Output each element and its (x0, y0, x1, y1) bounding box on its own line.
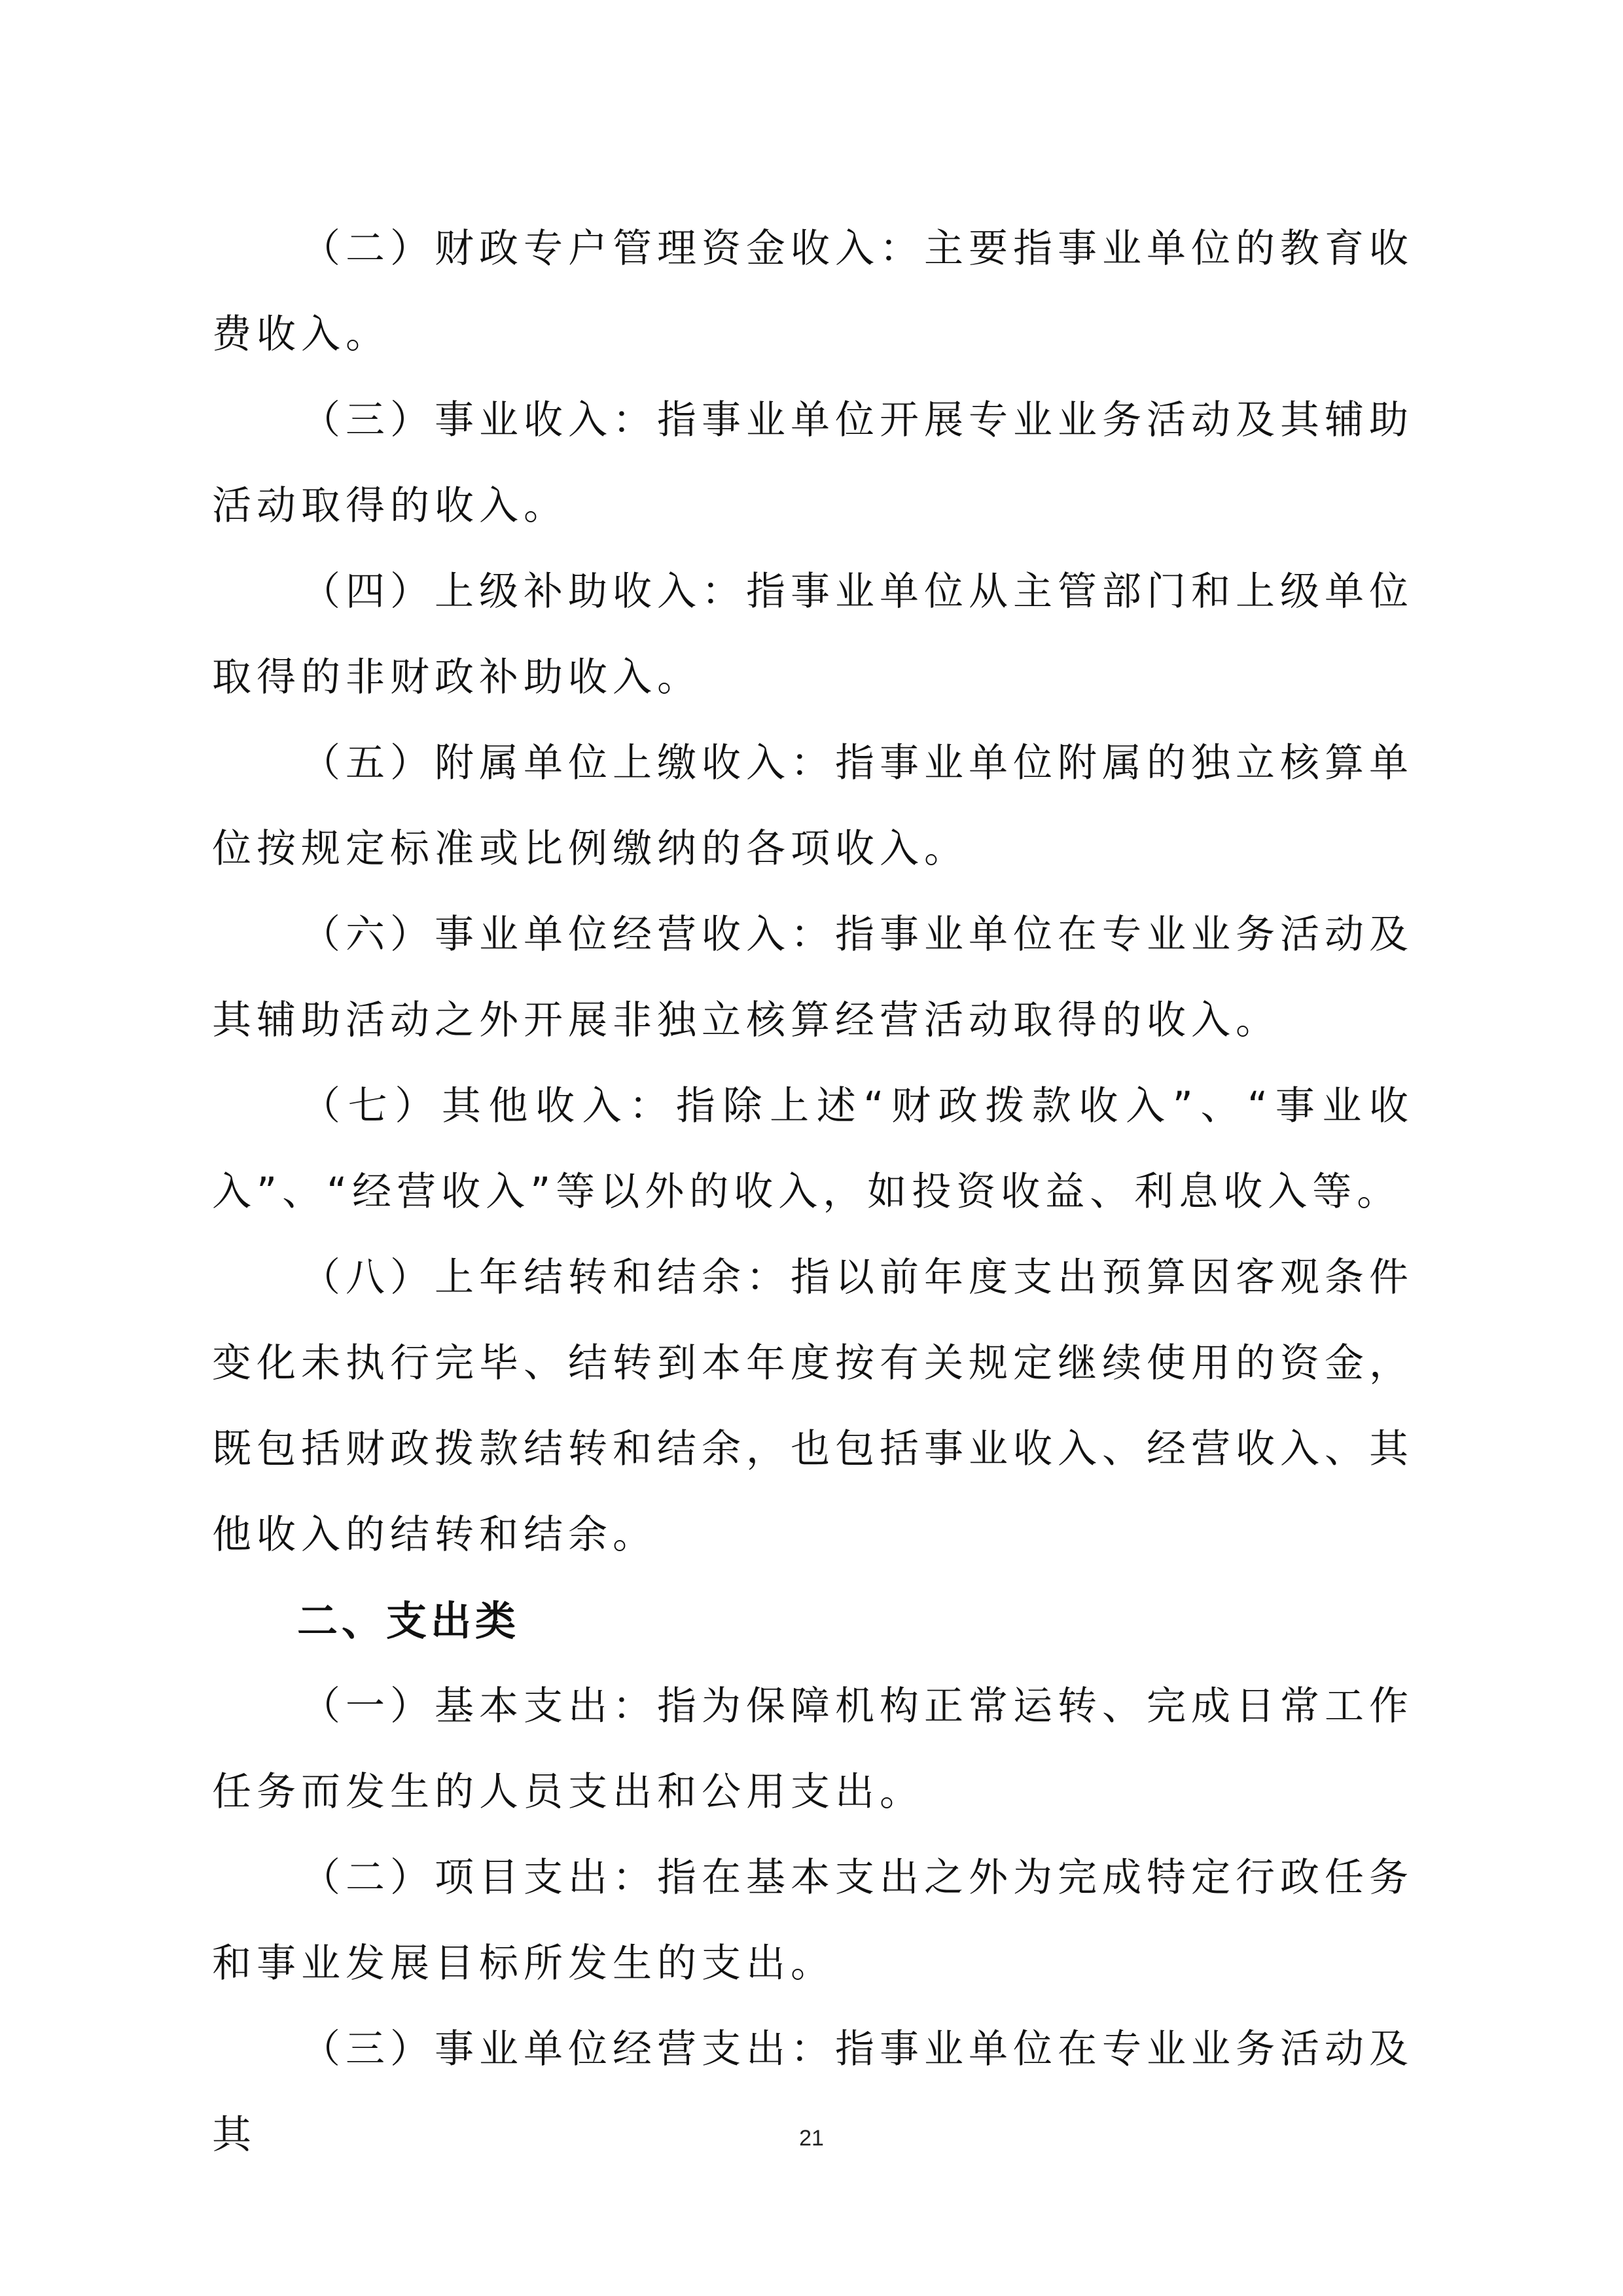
page-number: 21 (799, 2126, 824, 2151)
paragraph-expenditure-2: （二）项目支出：指在基本支出之外为完成特定行政任务和事业发展目标所发生的支出。 (212, 1855, 1414, 1986)
paragraph-income-2: （二）财政专户管理资金收入：主要指事业单位的教育收费收入。 (212, 226, 1414, 357)
page-body (212, 206, 1414, 2178)
paragraph-income-4: （四）上级补助收入：指事业单位从主管部门和上级单位取得的非财政补助收入。 (212, 569, 1414, 700)
paragraph-income-5: （五）附属单位上缴收入：指事业单位附属的独立核算单位按规定标准或比例缴纳的各项收入。 (212, 740, 1414, 872)
paragraph-income-8: （八）上年结转和结余：指以前年度支出预算因客观条件变化未执行完毕、结转到本年度按有关规定继续使用的资金，既包括财政拨款结转和结余，也包括事业收入、经营收入、其他收入的结转和结余。 (212, 1255, 1414, 1558)
section-heading-expenditure: 二、支出类 (297, 1597, 520, 1645)
paragraph-income-7: （七）其他收入：指除上述“财政拨款收入”、“事业收入”、“经营收入”等以外的收入，如投资收益、利息收入等。 (212, 1083, 1414, 1215)
paragraph-expenditure-1: （一）基本支出：指为保障机构正常运转、完成日常工作任务而发生的人员支出和公用支出。 (212, 1683, 1414, 1815)
paragraph-expenditure-3: （三）事业单位经营支出：指事业单位在专业业务活动及其 (212, 2026, 1414, 2158)
paragraph-income-6: （六）事业单位经营收入：指事业单位在专业业务活动及其辅助活动之外开展非独立核算经营活动取得的收入。 (212, 912, 1414, 1043)
paragraph-income-3: （三）事业收入：指事业单位开展专业业务活动及其辅助活动取得的收入。 (212, 397, 1414, 529)
